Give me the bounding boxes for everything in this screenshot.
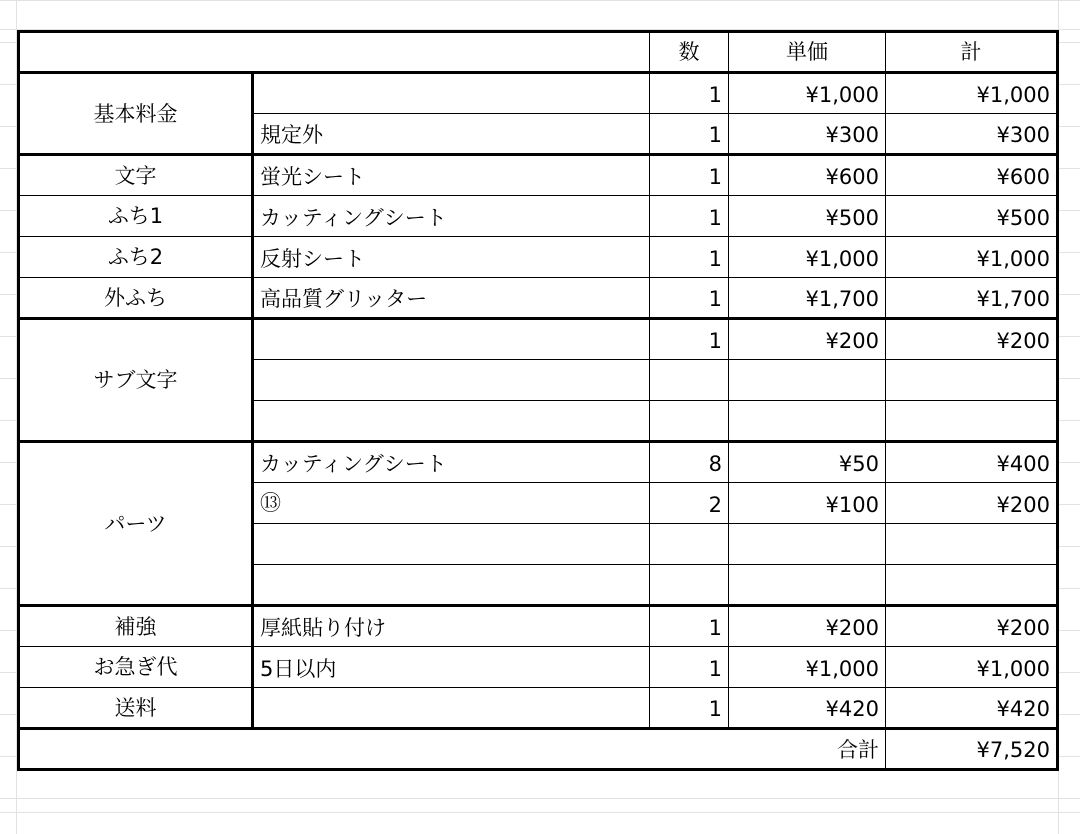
category-cell[interactable]: 外ふち <box>19 278 253 319</box>
description-cell[interactable]: 5日以内 <box>253 647 650 688</box>
total-cell[interactable] <box>886 360 1058 401</box>
header-total-cell[interactable]: 計 <box>886 32 1058 73</box>
category-cell[interactable]: ふち2 <box>19 237 253 278</box>
total-cell[interactable]: ¥200 <box>886 606 1058 647</box>
table-row <box>19 196 1058 237</box>
unit-price-cell[interactable] <box>729 565 886 606</box>
table-row <box>19 73 1058 114</box>
category-cell[interactable]: パーツ <box>19 442 253 606</box>
description-cell[interactable] <box>253 565 650 606</box>
unit-price-cell[interactable] <box>729 401 886 442</box>
total-cell[interactable] <box>886 524 1058 565</box>
qty-cell[interactable]: 1 <box>650 319 729 360</box>
total-cell[interactable] <box>886 565 1058 606</box>
qty-cell[interactable]: 1 <box>650 237 729 278</box>
header-blank-cell[interactable] <box>19 32 650 73</box>
qty-cell[interactable] <box>650 524 729 565</box>
header-row <box>19 32 1058 73</box>
qty-cell[interactable]: 1 <box>650 155 729 196</box>
category-cell[interactable]: 補強 <box>19 606 253 647</box>
header-qty-cell[interactable]: 数 <box>650 32 729 73</box>
qty-cell[interactable]: 1 <box>650 278 729 319</box>
unit-price-cell[interactable]: ¥1,000 <box>729 237 886 278</box>
estimate-table <box>17 30 1059 771</box>
description-cell[interactable] <box>253 73 650 114</box>
qty-cell[interactable]: 1 <box>650 73 729 114</box>
category-cell[interactable]: 基本料金 <box>19 73 253 155</box>
total-cell[interactable]: ¥500 <box>886 196 1058 237</box>
category-cell[interactable]: サブ文字 <box>19 319 253 442</box>
unit-price-cell[interactable] <box>729 524 886 565</box>
unit-price-cell[interactable]: ¥600 <box>729 155 886 196</box>
total-cell[interactable]: ¥420 <box>886 688 1058 729</box>
table-row <box>19 237 1058 278</box>
total-cell[interactable]: ¥200 <box>886 319 1058 360</box>
description-cell[interactable] <box>253 360 650 401</box>
total-cell[interactable]: ¥400 <box>886 442 1058 483</box>
description-cell[interactable]: カッティングシート <box>253 196 650 237</box>
qty-cell[interactable]: 1 <box>650 647 729 688</box>
qty-cell[interactable]: 1 <box>650 114 729 155</box>
description-cell[interactable]: 蛍光シート <box>253 155 650 196</box>
grand-total-label[interactable]: 合計 <box>19 729 886 770</box>
table-row <box>19 319 1058 360</box>
total-cell[interactable]: ¥1,000 <box>886 73 1058 114</box>
description-cell[interactable] <box>253 688 650 729</box>
table-row <box>19 155 1058 196</box>
description-cell[interactable] <box>253 401 650 442</box>
qty-cell[interactable] <box>650 360 729 401</box>
unit-price-cell[interactable]: ¥1,700 <box>729 278 886 319</box>
description-cell[interactable] <box>253 319 650 360</box>
total-cell[interactable]: ¥300 <box>886 114 1058 155</box>
table-row <box>19 688 1058 729</box>
unit-price-cell[interactable]: ¥1,000 <box>729 647 886 688</box>
header-unit-price-cell[interactable]: 単価 <box>729 32 886 73</box>
unit-price-cell[interactable]: ¥1,000 <box>729 73 886 114</box>
total-cell[interactable]: ¥600 <box>886 155 1058 196</box>
description-cell[interactable]: 厚紙貼り付け <box>253 606 650 647</box>
qty-cell[interactable]: 2 <box>650 483 729 524</box>
description-cell[interactable]: 規定外 <box>253 114 650 155</box>
unit-price-cell[interactable]: ¥500 <box>729 196 886 237</box>
category-cell[interactable]: ふち1 <box>19 196 253 237</box>
qty-cell[interactable] <box>650 565 729 606</box>
total-cell[interactable] <box>886 401 1058 442</box>
unit-price-cell[interactable] <box>729 360 886 401</box>
unit-price-cell[interactable]: ¥50 <box>729 442 886 483</box>
description-cell[interactable]: ⑬ <box>253 483 650 524</box>
unit-price-cell[interactable]: ¥100 <box>729 483 886 524</box>
qty-cell[interactable] <box>650 401 729 442</box>
table-row <box>19 647 1058 688</box>
category-cell[interactable]: 文字 <box>19 155 253 196</box>
description-cell[interactable] <box>253 524 650 565</box>
table-row <box>19 442 1058 483</box>
total-cell[interactable]: ¥1,700 <box>886 278 1058 319</box>
category-cell[interactable]: お急ぎ代 <box>19 647 253 688</box>
unit-price-cell[interactable]: ¥300 <box>729 114 886 155</box>
qty-cell[interactable]: 1 <box>650 196 729 237</box>
qty-cell[interactable]: 1 <box>650 688 729 729</box>
qty-cell[interactable]: 8 <box>650 442 729 483</box>
summary-row <box>19 729 1058 770</box>
unit-price-cell[interactable]: ¥200 <box>729 319 886 360</box>
total-cell[interactable]: ¥1,000 <box>886 647 1058 688</box>
sheet-row-line <box>0 812 1080 813</box>
table-row <box>19 278 1058 319</box>
description-cell[interactable]: 反射シート <box>253 237 650 278</box>
grand-total-value[interactable]: ¥7,520 <box>886 729 1058 770</box>
description-cell[interactable]: カッティングシート <box>253 442 650 483</box>
qty-cell[interactable]: 1 <box>650 606 729 647</box>
total-cell[interactable]: ¥1,000 <box>886 237 1058 278</box>
unit-price-cell[interactable]: ¥200 <box>729 606 886 647</box>
unit-price-cell[interactable]: ¥420 <box>729 688 886 729</box>
total-cell[interactable]: ¥200 <box>886 483 1058 524</box>
category-cell[interactable]: 送料 <box>19 688 253 729</box>
table-row <box>19 606 1058 647</box>
description-cell[interactable]: 高品質グリッター <box>253 278 650 319</box>
